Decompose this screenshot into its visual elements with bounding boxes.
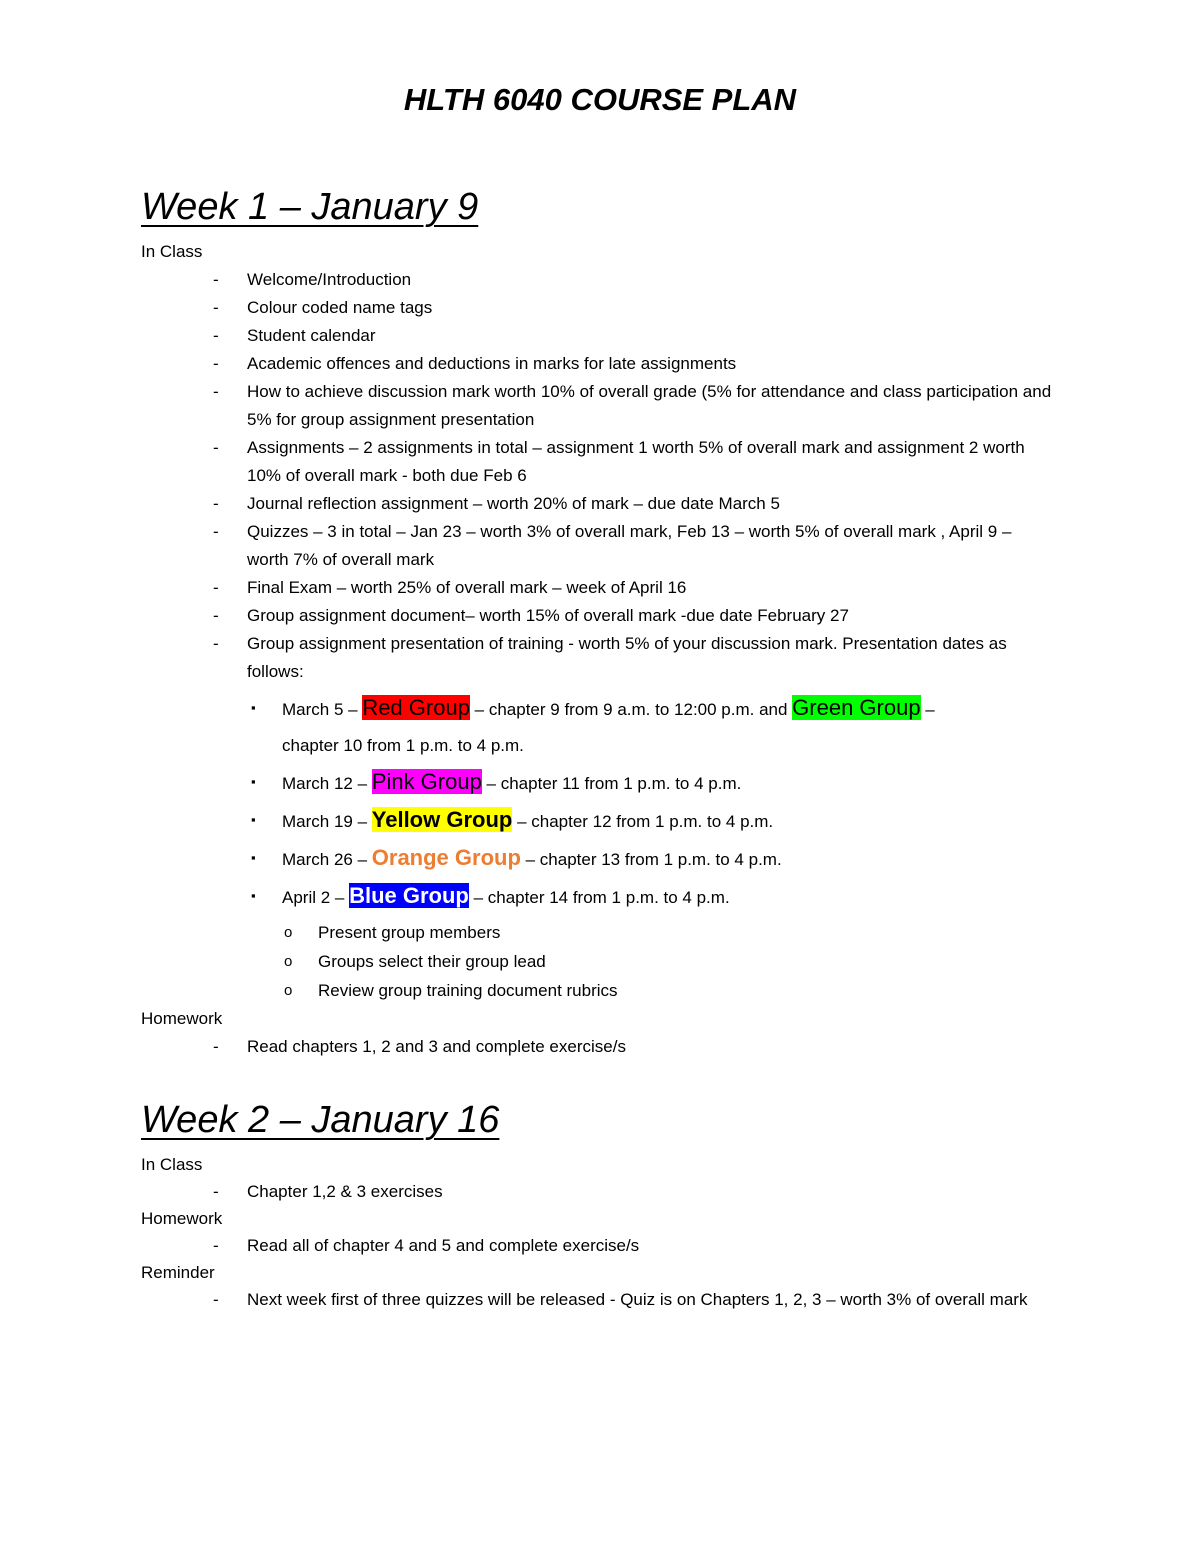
yellow-group-label: Yellow Group: [371, 807, 513, 832]
green-group-label: Green Group: [792, 695, 921, 720]
pink-group-label: Pink Group: [371, 769, 482, 794]
list-item-text: Welcome/Introduction: [247, 270, 412, 289]
dash-bullet: -: [213, 354, 219, 373]
list-item-text: Review group training document rubrics: [318, 981, 618, 1000]
square-bullet-icon: ▪: [251, 774, 256, 789]
document-title: HLTH 6040 COURSE PLAN: [403, 82, 797, 117]
week-2-in-class-label: In Class: [141, 1155, 203, 1174]
dash-bullet: -: [213, 1236, 219, 1255]
dash-bullet: -: [213, 298, 219, 317]
presentation-detail: – chapter 12 from 1 p.m. to 4 p.m.: [512, 812, 774, 831]
week-1-heading: Week 1 – January 9: [141, 186, 479, 228]
list-item: [141, 1287, 1057, 1313]
list-item: [141, 434, 1057, 490]
presentation-detail: – chapter 11 from 1 p.m. to 4 p.m.: [481, 774, 742, 793]
square-bullet-icon: ▪: [251, 850, 256, 865]
dash-bullet: -: [213, 270, 219, 289]
group-tasks-list: [141, 918, 1200, 1005]
presentation-item-pink: [141, 764, 942, 802]
presentation-detail: – chapter 10 from 1 p.m. to 4 p.m.: [282, 700, 935, 755]
square-bullet-icon: ▪: [251, 812, 256, 827]
list-item: [141, 322, 1057, 350]
presentation-date: March 19 –: [282, 812, 372, 831]
dash-bullet: -: [213, 1290, 219, 1309]
list-item: [141, 602, 1057, 630]
presentation-item-blue: [141, 878, 942, 916]
presentation-date: April 2 –: [282, 888, 350, 907]
list-item-text: How to achieve discussion mark worth 10% of overall grade (5% for attendance and class participation and 5% for group assignment presentation: [247, 382, 1052, 429]
list-item-text: Colour coded name tags: [247, 298, 433, 317]
list-item-text: Final Exam – worth 25% of overall mark – week of April 16: [247, 578, 687, 597]
week-1-in-class-list: [141, 266, 1200, 686]
dash-bullet: -: [213, 522, 219, 541]
list-item-text: Present group members: [318, 923, 501, 942]
list-item-text: Quizzes – 3 in total – Jan 23 – worth 3% of overall mark, Feb 13 – worth 5% of overall mark , April 9 – worth 7% of overall mark: [247, 522, 1012, 569]
week-1-homework-label: Homework: [141, 1009, 223, 1028]
week-2-in-class-list: [141, 1179, 1200, 1205]
list-item: [141, 630, 1057, 686]
list-item-text: Assignments – 2 assignments in total – assignment 1 worth 5% of overall mark and assignment 2 worth 10% of overall mark - both due Feb 6: [247, 438, 1025, 485]
presentation-date: March 26 –: [282, 850, 372, 869]
presentation-detail: – chapter 13 from 1 p.m. to 4 p.m.: [520, 850, 782, 869]
list-item: [141, 976, 1200, 1005]
list-item: [141, 574, 1057, 602]
week-2-homework-list: [141, 1233, 1200, 1259]
week-2-heading: Week 2 – January 16: [141, 1099, 500, 1141]
list-item-text: Group assignment presentation of training - worth 5% of your discussion mark. Presentation dates as follows:: [247, 634, 1007, 681]
dash-bullet: -: [213, 634, 219, 653]
list-item: [141, 1233, 1057, 1259]
circle-bullet-icon: o: [284, 953, 293, 970]
square-bullet-icon: ▪: [251, 888, 256, 903]
circle-bullet-icon: o: [284, 982, 293, 999]
list-item-text: Groups select their group lead: [318, 952, 546, 971]
blue-group-label: Blue Group: [349, 883, 469, 908]
square-bullet-icon: ▪: [251, 700, 256, 715]
orange-group-label: Orange Group: [371, 845, 521, 870]
red-group-label: Red Group: [362, 695, 470, 720]
list-item-text: Journal reflection assignment – worth 20% of mark – due date March 5: [247, 494, 780, 513]
list-item-text: Academic offences and deductions in marks for late assignments: [247, 354, 737, 373]
dash-bullet: -: [213, 494, 219, 513]
list-item: [141, 518, 1057, 574]
list-item: [141, 947, 1200, 976]
list-item-text: Read all of chapter 4 and 5 and complete exercise/s: [247, 1236, 640, 1255]
presentation-detail: – chapter 9 from 9 a.m. to 12:00 p.m. and: [469, 700, 793, 719]
presentation-schedule-list: [141, 690, 1200, 916]
week-1-homework-list: [141, 1033, 1200, 1061]
dash-bullet: -: [213, 382, 219, 401]
dash-bullet: -: [213, 1182, 219, 1201]
list-item: [141, 294, 1057, 322]
circle-bullet-icon: o: [284, 924, 293, 941]
dash-bullet: -: [213, 578, 219, 597]
presentation-item-yellow: [141, 802, 942, 840]
presentation-date: March 5 –: [282, 700, 363, 719]
list-item: [141, 918, 1200, 947]
list-item-text: Chapter 1,2 & 3 exercises: [247, 1182, 443, 1201]
presentation-date: March 12 –: [282, 774, 372, 793]
week-2-homework-label: Homework: [141, 1209, 223, 1228]
dash-bullet: -: [213, 1037, 219, 1056]
list-item-text: Next week first of three quizzes will be released - Quiz is on Chapters 1, 2, 3 – worth 3% of overall mark: [247, 1290, 1028, 1309]
list-item: [141, 266, 1057, 294]
list-item-text: Group assignment document– worth 15% of overall mark -due date February 27: [247, 606, 849, 625]
presentation-item-orange: [141, 840, 942, 878]
dash-bullet: -: [213, 438, 219, 457]
list-item: [141, 378, 1057, 434]
list-item: [141, 350, 1057, 378]
dash-bullet: -: [213, 326, 219, 345]
presentation-item-red-green: [141, 690, 942, 764]
list-item-text: Student calendar: [247, 326, 376, 345]
list-item: [141, 1179, 1057, 1205]
list-item: [141, 490, 1057, 518]
week-1-in-class-label: In Class: [141, 242, 203, 261]
list-item-text: Read chapters 1, 2 and 3 and complete exercise/s: [247, 1037, 626, 1056]
week-2-reminder-list: [141, 1287, 1200, 1313]
dash-bullet: -: [213, 606, 219, 625]
week-2-reminder-label: Reminder: [141, 1263, 215, 1282]
list-item: [141, 1033, 1057, 1061]
presentation-detail: – chapter 14 from 1 p.m. to 4 p.m.: [468, 888, 730, 907]
